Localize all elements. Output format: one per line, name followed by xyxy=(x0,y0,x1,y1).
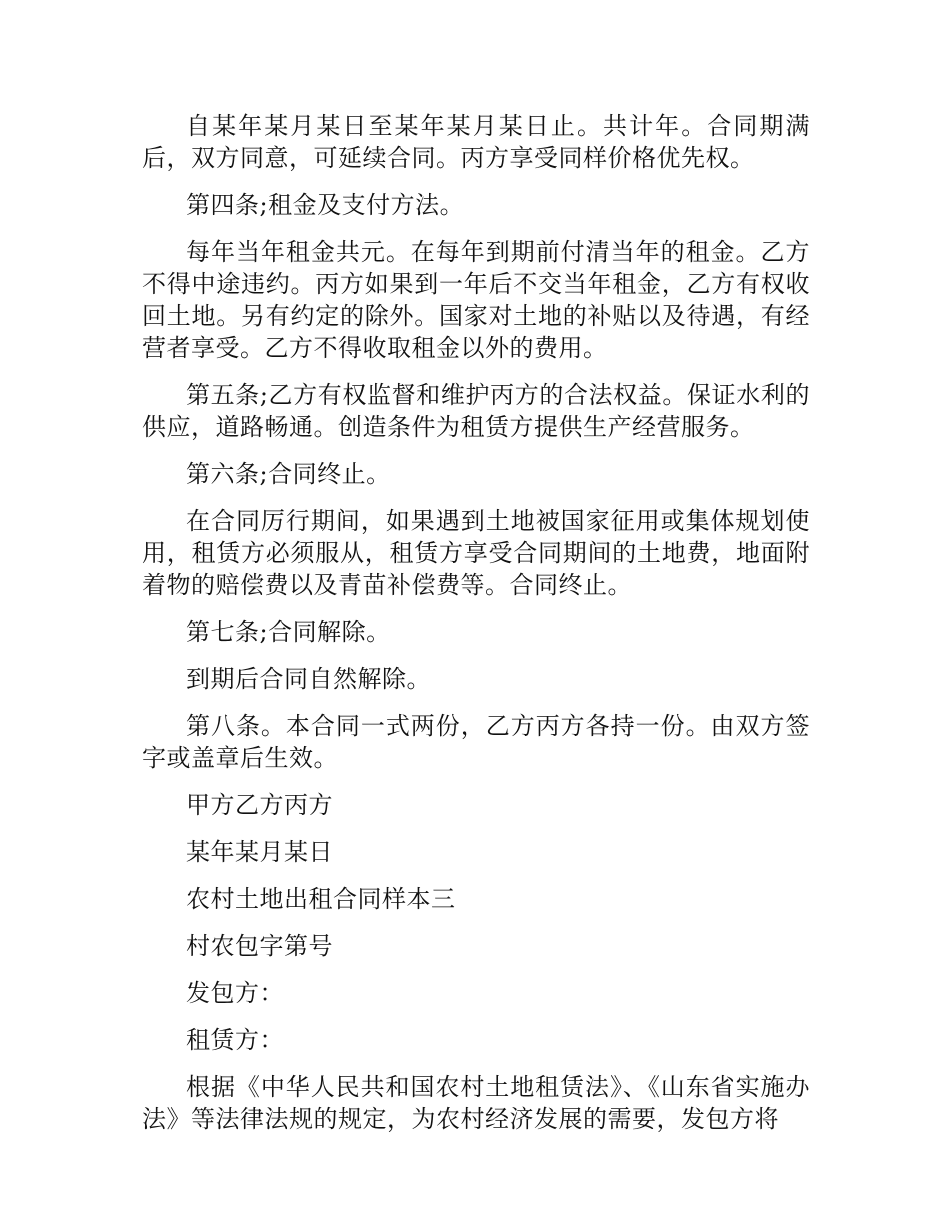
paragraph-article-8: 第八条。本合同一式两份，乙方丙方各持一份。由双方签字或盖章后生效。 xyxy=(142,712,810,772)
paragraph-lessee: 租赁方： xyxy=(186,1026,284,1054)
paragraph-date: 某年某月某日 xyxy=(186,838,333,866)
paragraph-term-period: 自某年某月某日至某年某月某日止。共计年。合同期满后，双方同意，可延续合同。丙方享受同样价格优先权。 xyxy=(142,112,810,172)
paragraph-article-5: 第五条;乙方有权监督和维护丙方的合法权益。保证水利的供应，道路畅通。创造条件为租赁方提供生产经营服务。 xyxy=(142,381,810,441)
paragraph-contractor: 发包方： xyxy=(186,979,284,1007)
paragraph-article-6-heading: 第六条;合同终止。 xyxy=(186,460,391,488)
paragraph-legal-basis: 根据《中华人民共和国农村土地租赁法》、《山东省实施办法》等法律法规的规定，为农村经济发展的需要，发包方将 xyxy=(142,1073,810,1133)
paragraph-contract-number: 村农包字第号 xyxy=(186,932,333,960)
paragraph-sample-title: 农村土地出租合同样本三 xyxy=(186,885,456,913)
paragraph-rent-payment: 每年当年租金共元。在每年到期前付清当年的租金。乙方不得中途违约。丙方如果到一年后不交当年租金，乙方有权收回土地。另有约定的除外。国家对土地的补贴以及待遇，有经营者享受。乙方不得收取租金以外的费用。 xyxy=(142,238,810,362)
document-page xyxy=(142,110,810,1150)
paragraph-article-4-heading: 第四条;租金及支付方法。 xyxy=(186,191,465,219)
paragraph-termination-terms: 在合同厉行期间，如果遇到土地被国家征用或集体规划使用，租赁方必须服从，租赁方享受合同期间的土地费，地面附着物的赔偿费以及青苗补偿费等。合同终止。 xyxy=(142,507,810,599)
paragraph-parties: 甲方乙方丙方 xyxy=(186,791,333,819)
paragraph-dissolution: 到期后合同自然解除。 xyxy=(186,665,431,693)
paragraph-article-7-heading: 第七条;合同解除。 xyxy=(186,618,391,646)
